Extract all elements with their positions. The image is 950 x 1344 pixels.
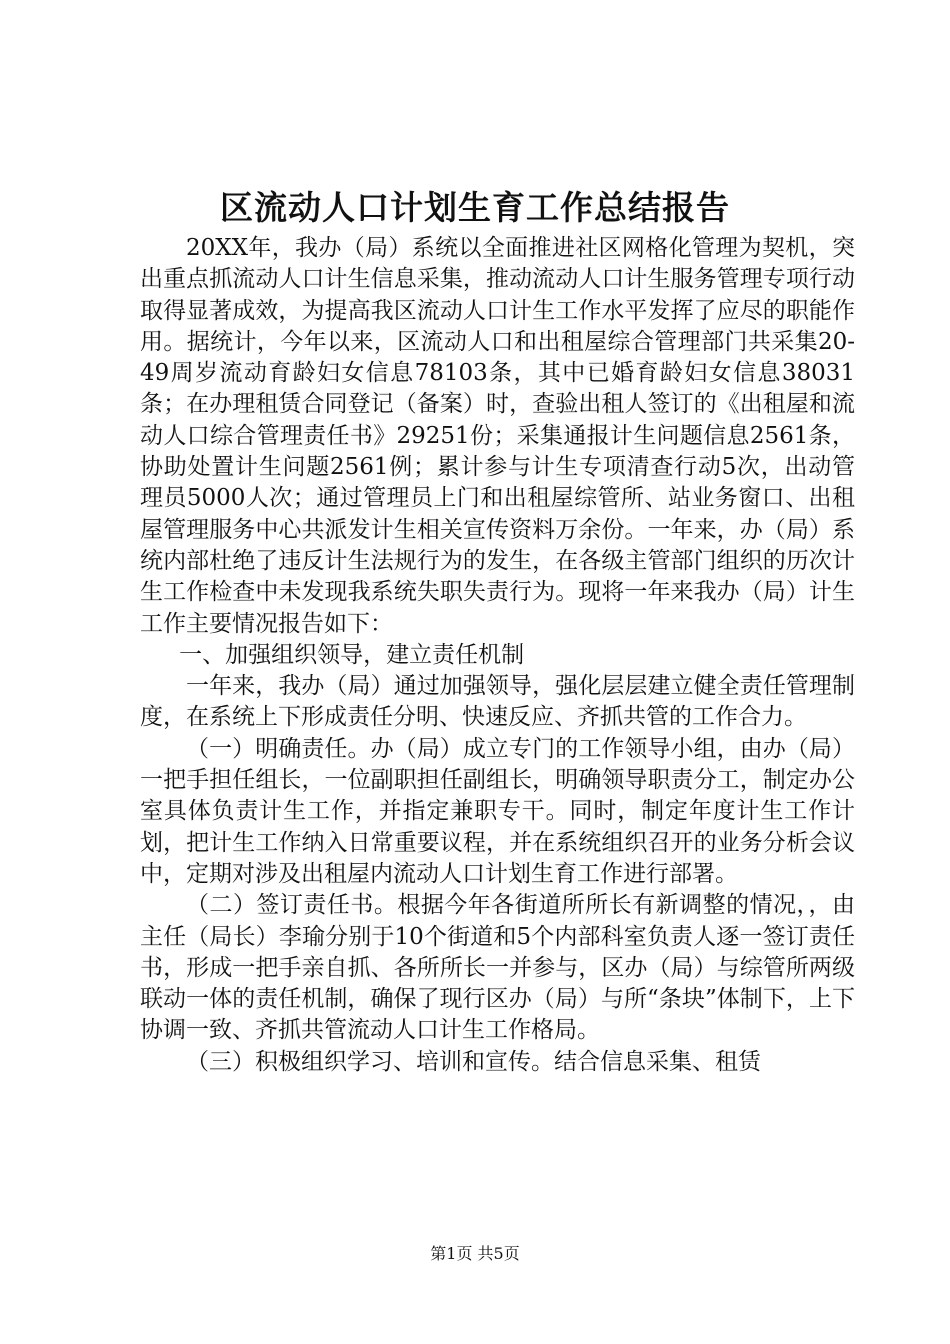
section-heading-1: 一、加强组织领导，建立责任机制 — [179, 641, 525, 668]
subsection-3-paragraph: （三）积极组织学习、培训和宣传。结合信息采集、租赁 — [186, 1048, 761, 1075]
section-1-paragraph: 一年来，我办（局）通过加强领导，强化层层建立健全责任管理制度，在系统上下形成责任分明、快速反应、齐抓共管的工作合力。 — [140, 673, 855, 731]
intro-paragraph: 20XX年，我办（局）系统以全面推进社区网格化管理为契机，突出重点抓流动人口计生信息采集，推动流动人口计生服务管理专项行动取得显著成效，为提高我区流动人口计生工作水平发挥了应尽的职能作用。据统计，今年以来，区流动人口和出租屋综合管理部门共采集20-49周岁流动育龄妇女信息78103条，其中已婚育龄妇女信息38031条；在办理租赁合同登记（备案）时，查验出租人签订的《出租屋和流动人口综合管理责任书》29251份；采集通报计生问题信息2561条，协助处置计生问题2561例；累计参与计生专项清查行动5次，出动管理员5000人次；通过管理员上门和出租屋综管所、站业务窗口、出租屋管理服务中心共派发计生相关宣传资料万余份。一年来，办（局）系统内部杜绝了违反计生法规行为的发生，在各级主管部门组织的历次计生工作检查中未发现我系统失职失责行为。现将一年来我办（局）计生工作主要情况报告如下： — [140, 235, 855, 637]
subsection-2-paragraph: （二）签订责任书。根据今年各街道所所长有新调整的情况，，由主任（局长）李瑜分别于10个街道和5个内部科室负责人逐一签订责任书，形成一把手亲自抓、各所所长一并参与，区办（局）与综管所两级联动一体的责任机制，确保了现行区办（局）与所“条块”体制下，上下协调一致、齐抓共管流动人口计生工作格局。 — [140, 892, 855, 1044]
subsection-1-paragraph: （一）明确责任。办（局）成立专门的工作领导小组，由办（局）一把手担任组长，一位副职担任副组长，明确领导职责分工，制定办公室具体负责计生工作，并指定兼职专干。同时，制定年度计生工作计划，把计生工作纳入日常重要议程，并在系统组织召开的业务分析会议中，定期对涉及出租屋内流动人口计划生育工作进行部署。 — [140, 735, 855, 887]
document-title: 区流动人口计划生育工作总结报告 — [220, 188, 730, 227]
page-footer: 第1页 共5页 — [430, 1244, 520, 1263]
document-body — [140, 233, 855, 1078]
